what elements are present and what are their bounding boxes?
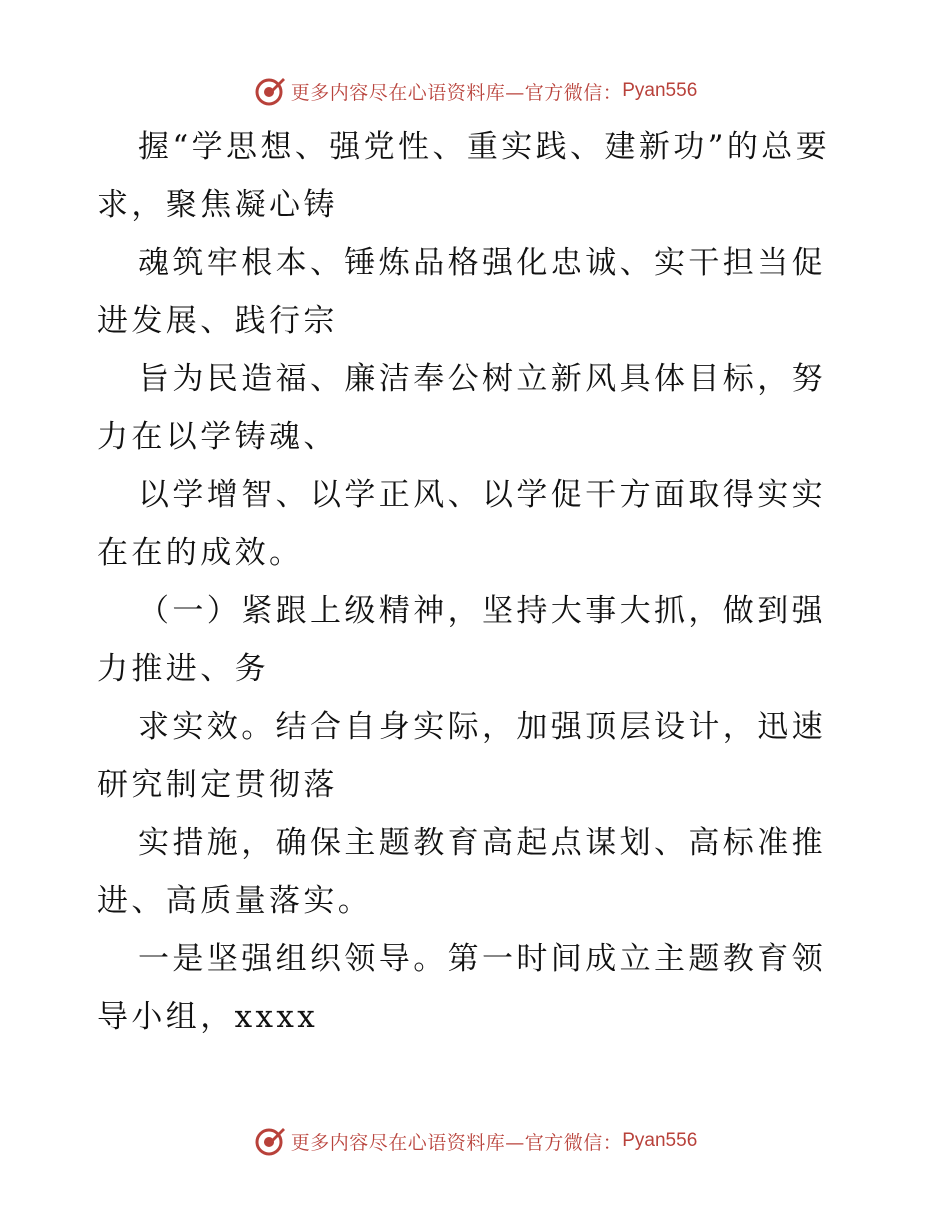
paragraph: （一）紧跟上级精神，坚持大事大抓，做到强力推进、务 xyxy=(97,593,826,687)
paragraph: 以学增智、以学正风、以学促干方面取得实实在在的成效。 xyxy=(97,477,826,571)
watermark-text: 更多内容尽在心语资料库—官方微信： xyxy=(290,1131,623,1154)
paragraph: 实措施，确保主题教育高起点谋划、高标准推进、高质量落实。 xyxy=(97,825,826,919)
watermark-header xyxy=(0,71,950,111)
paragraph: 一是坚强组织领导。第一时间成立主题教育领导小组，xxxx xyxy=(97,941,826,1035)
watermark-account: Pyan556 xyxy=(622,1130,698,1151)
paragraph: 求实效。结合自身实际，加强顶层设计，迅速研究制定贯彻落 xyxy=(97,709,826,803)
paragraph: 魂筑牢根本、锤炼品格强化忠诚、实干担当促进发展、践行宗 xyxy=(97,245,826,339)
paragraph: 旨为民造福、廉洁奉公树立新风具体目标，努力在以学铸魂、 xyxy=(97,361,826,455)
watermark-footer xyxy=(0,1121,950,1161)
watermark-text: 更多内容尽在心语资料库—官方微信： xyxy=(290,81,623,104)
pen-logo-icon xyxy=(253,1124,287,1158)
document-body xyxy=(97,118,857,1046)
watermark-account: Pyan556 xyxy=(622,80,698,101)
paragraph: 握“学思想、强党性、重实践、建新功”的总要求，聚焦凝心铸 xyxy=(97,129,831,223)
pen-logo-icon xyxy=(253,74,287,108)
